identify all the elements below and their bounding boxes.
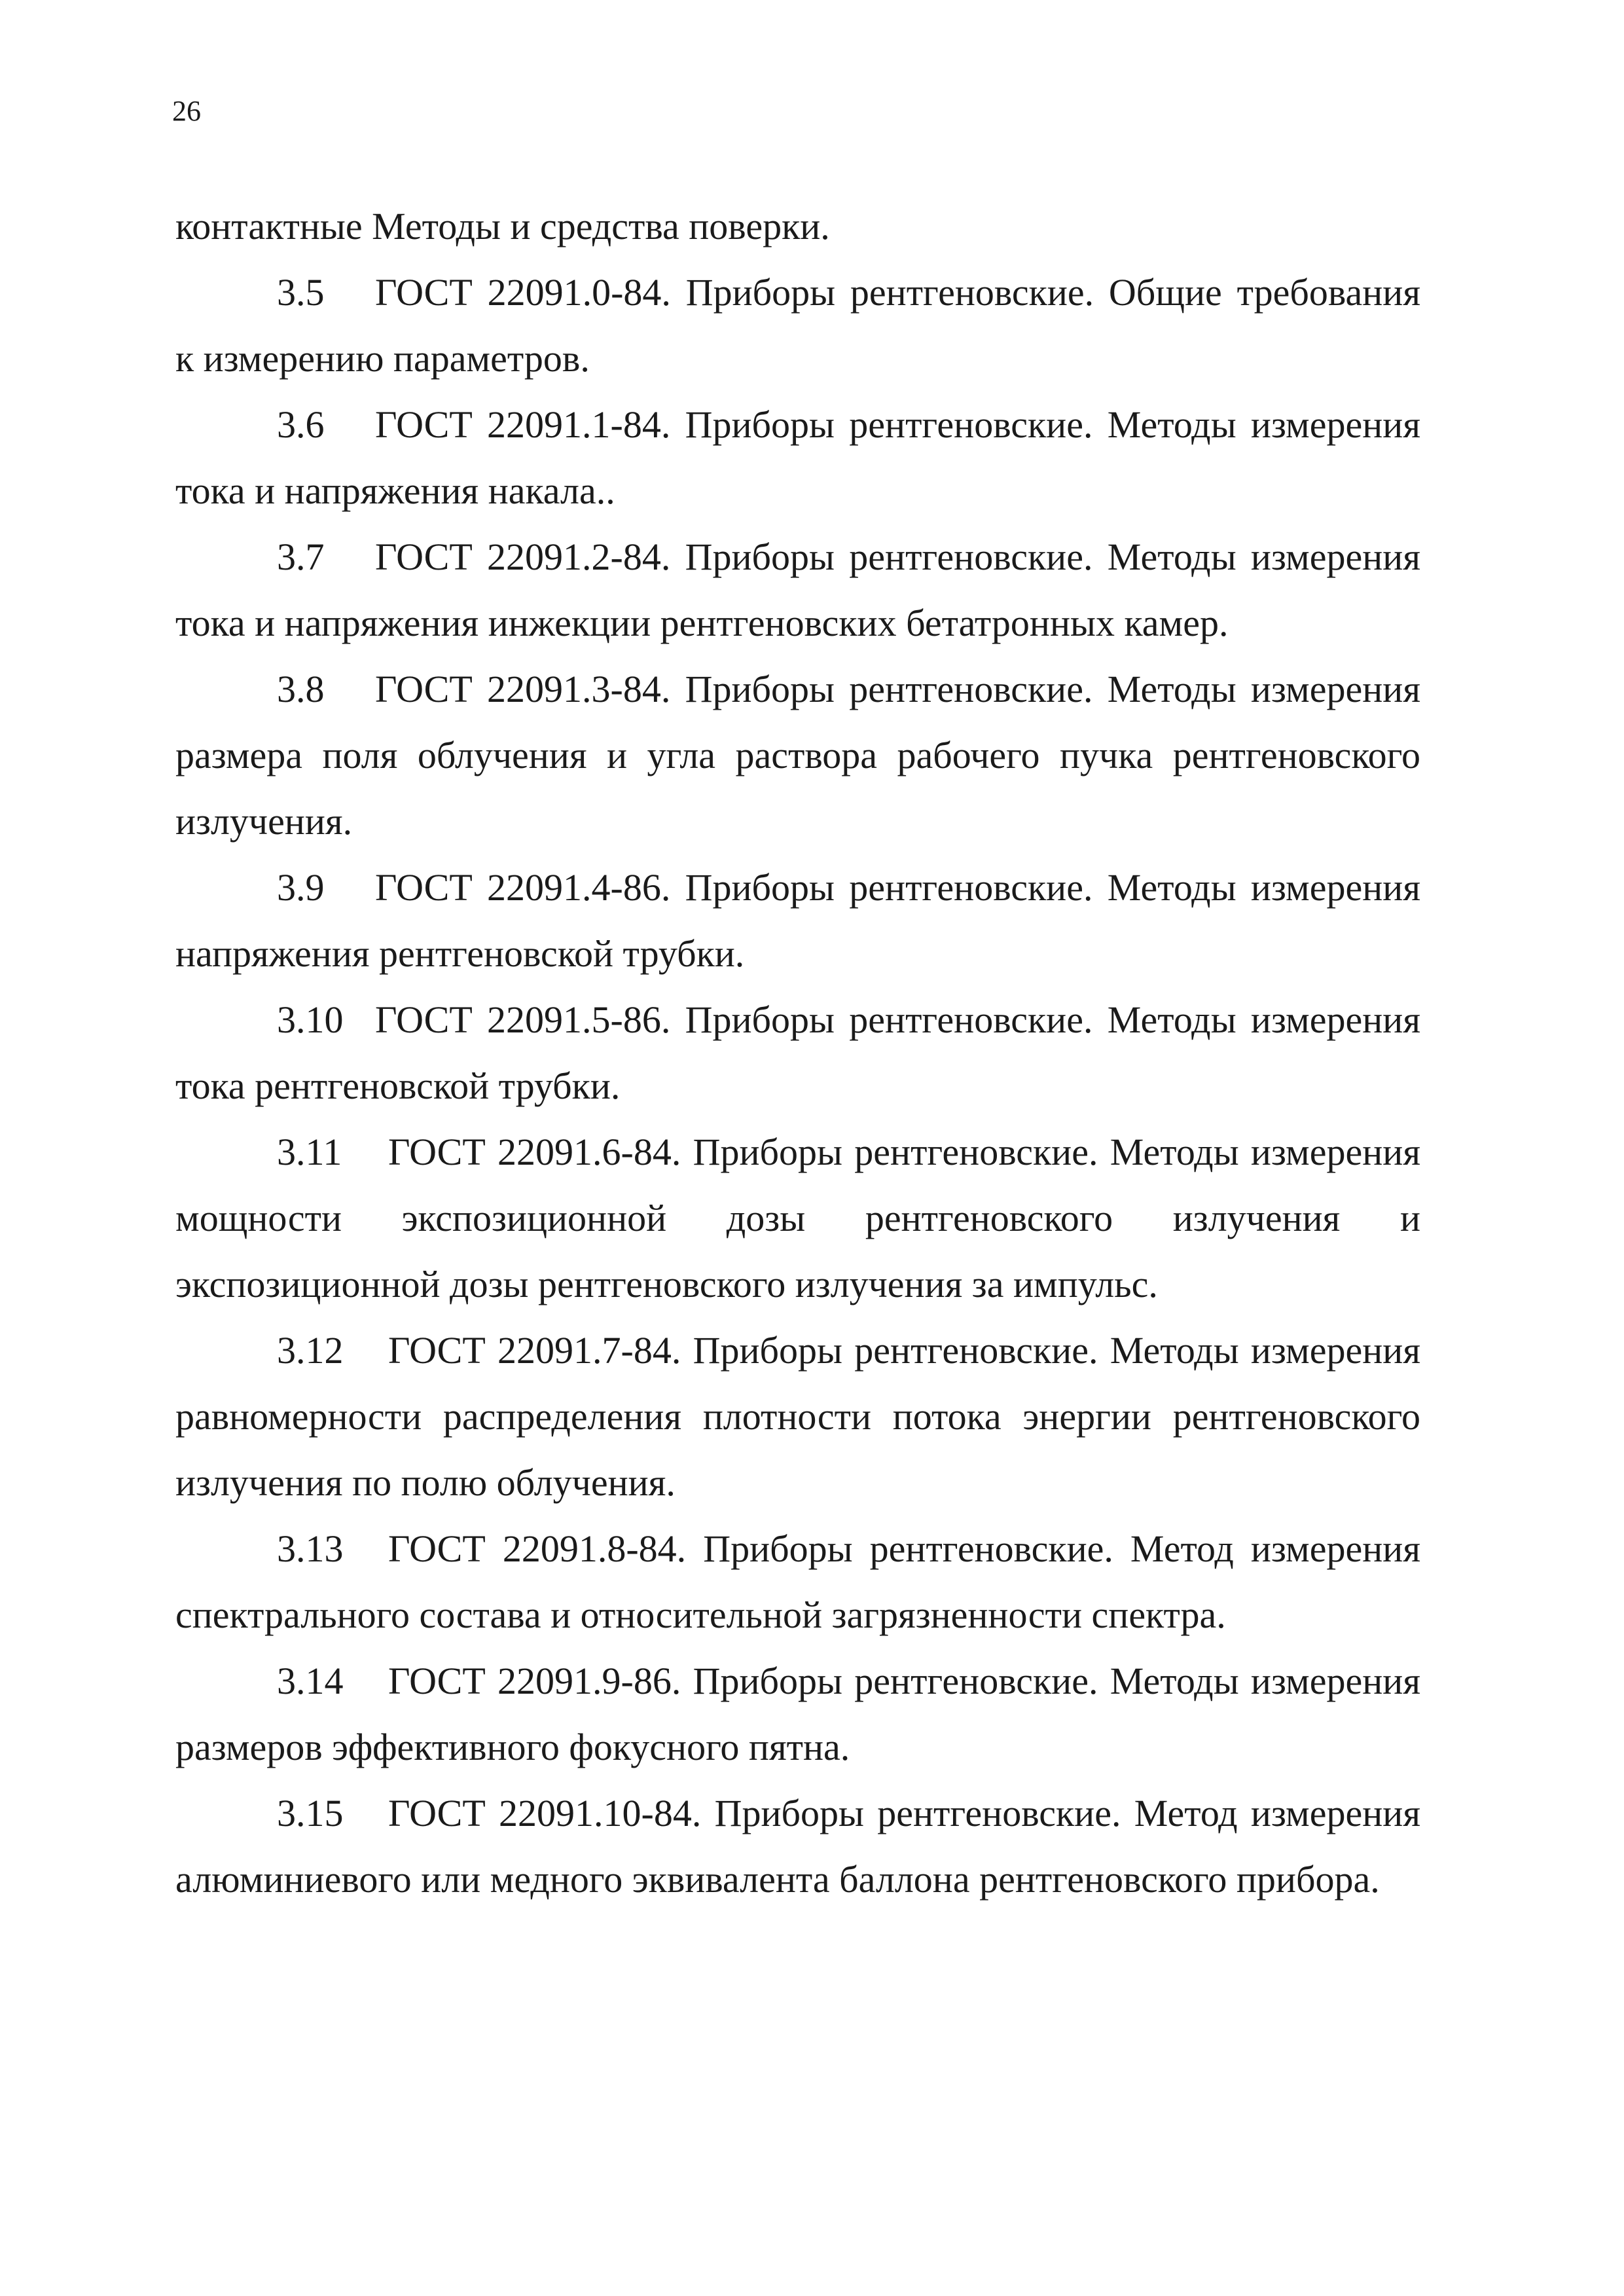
item-number: 3.9 [277,866,325,909]
list-item [175,259,1420,392]
item-number: 3.14 [277,1660,344,1702]
item-number: 3.12 [277,1329,344,1372]
item-number: 3.10 [277,998,344,1041]
item-number: 3.11 [277,1131,342,1173]
item-number: 3.13 [277,1527,344,1570]
continuation-paragraph: контактные Методы и средства поверки. [175,205,830,247]
item-number: 3.7 [277,536,325,578]
item-text: ГОСТ 22091.10-84. Приборы рентгеновские. Метод измерения алюминиевого или медного эквивалента баллона рентгеновского прибора. [175,1792,1420,1901]
list-item [175,1516,1420,1648]
item-text: ГОСТ 22091.7-84. Приборы рентгеновские. Методы измерения равномерности распределения плотности потока энергии рентгеновского излучения по полю облучения. [175,1329,1420,1504]
page-number: 26 [172,95,201,127]
item-text: ГОСТ 22091.1-84. Приборы рентгеновские. Методы измерения тока и напряжения накала.. [175,403,1420,512]
item-number: 3.5 [277,271,325,314]
list-item [175,656,1420,854]
item-number: 3.8 [277,668,325,710]
document-body [175,193,1420,1912]
item-number: 3.6 [277,403,325,446]
list-item [175,987,1420,1119]
list-item [175,1648,1420,1780]
list-item [175,392,1420,524]
list-item [175,854,1420,987]
item-text: ГОСТ 22091.8-84. Приборы рентгеновские. Метод измерения спектрального состава и относительной загрязненности спектра. [175,1527,1420,1636]
list-item [175,1317,1420,1516]
item-text: ГОСТ 22091.5-86. Приборы рентгеновские. Методы измерения тока рентгеновской трубки. [175,998,1420,1107]
list-item [175,1780,1420,1912]
item-text: ГОСТ 22091.0-84. Приборы рентгеновские. Общие требования к измерению параметров. [175,271,1420,380]
item-number: 3.15 [277,1792,344,1834]
list-item [175,1119,1420,1317]
list-item [175,524,1420,656]
item-text: ГОСТ 22091.2-84. Приборы рентгеновские. Методы измерения тока и напряжения инжекции рентгеновских бетатронных камер. [175,536,1420,644]
item-text: ГОСТ 22091.3-84. Приборы рентгеновские. Методы измерения размера поля облучения и угла раствора рабочего пучка рентгеновского излучения. [175,668,1420,843]
item-text: ГОСТ 22091.6-84. Приборы рентгеновские. Методы измерения мощности экспозиционной дозы рентгеновского излучения и экспозиционной дозы рентгеновского излучения за импульс. [175,1131,1420,1305]
item-text: ГОСТ 22091.4-86. Приборы рентгеновские. Методы измерения напряжения рентгеновской трубки. [175,866,1420,975]
item-text: ГОСТ 22091.9-86. Приборы рентгеновские. Методы измерения размеров эффективного фокусного пятна. [175,1660,1420,1768]
